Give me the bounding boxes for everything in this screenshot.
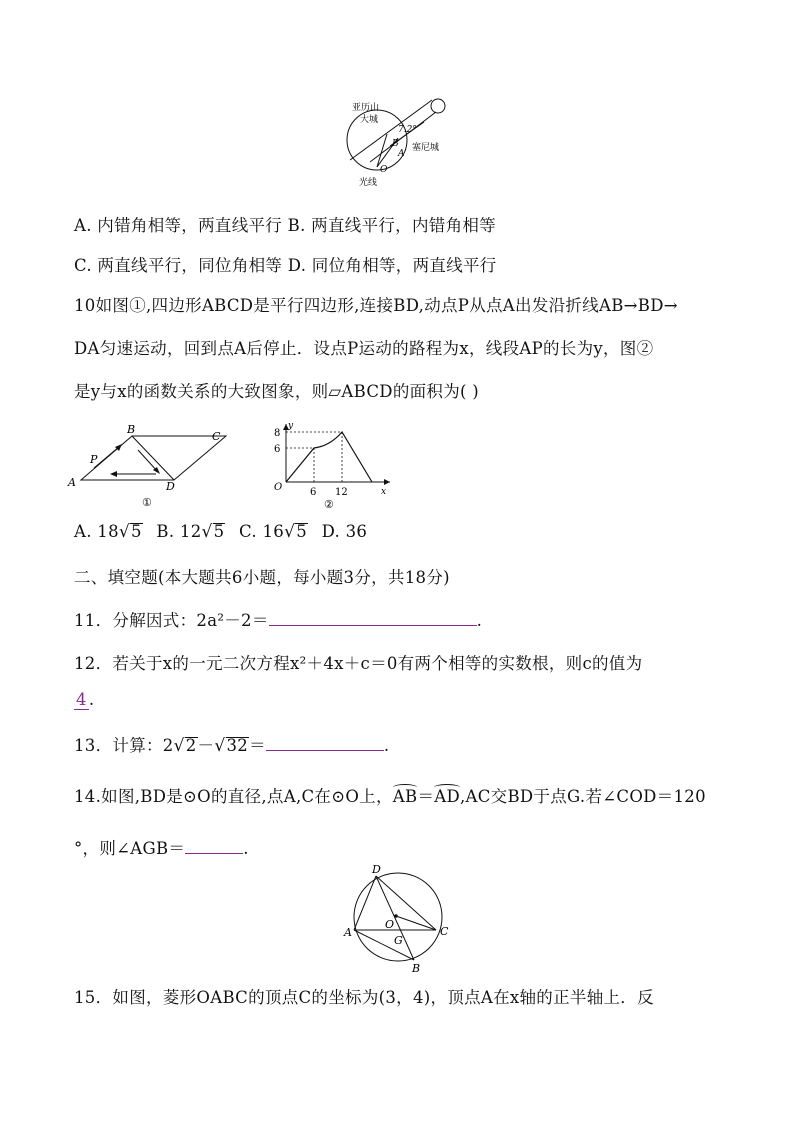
fig10b-label-y: y — [288, 421, 294, 431]
q14-line-1: 14.如图,BD是⊙O的直径,点A,C在⊙O上，AB＝AD,AC交BD于点G.若∠COD＝120 — [74, 787, 706, 806]
fig10a-label-d: D — [166, 480, 175, 493]
diagonal-bd — [132, 436, 174, 480]
q9-option-line-1: A. 内错角相等，两直线平行 B. 两直线平行，内错角相等 — [74, 216, 496, 235]
sun-circle — [431, 99, 445, 113]
q13-radicand-1: 2 — [185, 736, 197, 755]
fig10b-tick-x12: 12 — [335, 487, 348, 498]
q10-line-1: 10如图①,四边形ABCD是平行四边形,连接BD,动点P从点A出发沿折线AB→BD→ — [74, 296, 678, 315]
q11-answer-blank[interactable] — [269, 624, 477, 626]
q11: 11．分解因式：2a²－2＝ . — [74, 611, 483, 630]
diameter-bd — [376, 876, 414, 960]
fig10b-tick-x6: 6 — [310, 487, 317, 498]
fig14-label-a: A — [344, 926, 352, 939]
x-axis-arrow — [384, 479, 390, 485]
q12-line-2: 4 . — [76, 690, 95, 709]
q9-option-line-2: C. 两直线平行，同位角相等 D. 同位角相等，两直线平行 — [74, 256, 497, 275]
arrow-ab — [94, 446, 120, 468]
q10-option-b: B. 12√5 — [156, 522, 225, 542]
eratosthenes-figure — [340, 92, 460, 192]
option-b-radicand: 5 — [213, 522, 225, 541]
arc-ab: AB — [392, 787, 418, 806]
q12-answer: 4 — [76, 690, 87, 709]
function-graph-figure — [266, 420, 396, 512]
fig14-label-c: C — [440, 925, 449, 938]
fig10b-tick-8: 8 — [274, 428, 281, 439]
fig14-label-o: O — [385, 918, 395, 931]
q13-radicand-2: 32 — [226, 736, 249, 755]
parallelogram-figure — [66, 422, 236, 510]
fig9-point-b: B — [392, 139, 399, 149]
fig10a-label-c: C — [212, 430, 221, 443]
center-point — [394, 914, 398, 918]
option-a-radicand: 5 — [131, 522, 142, 541]
arrow-da-head — [110, 471, 117, 477]
fig14-label-g: G — [394, 934, 403, 947]
section-2-title: 二、填空题(本大题共6小题，每小题3分，共18分) — [74, 568, 450, 587]
fig10b-caption: ② — [324, 498, 334, 511]
fig10a-caption: ① — [142, 496, 152, 509]
fig10b-label-x: x — [381, 487, 387, 497]
q10-option-d: D. 36 — [321, 522, 368, 541]
fig9-point-a: A — [398, 149, 405, 159]
chord-ab — [354, 930, 414, 960]
fig10a-label-b: B — [127, 423, 136, 436]
chord-da — [354, 876, 376, 930]
fig9-city1-line2: 大城 — [360, 115, 379, 125]
q13-answer-blank[interactable] — [266, 749, 384, 751]
fig10a-label-p: P — [90, 453, 98, 466]
fig9-city2: 塞尼城 — [412, 143, 440, 153]
graph-curve — [286, 432, 372, 482]
fig10b-origin: O — [274, 482, 283, 493]
q10-option-c: C. 16√5 — [239, 522, 308, 542]
q14-line-2: °，则∠AGB＝ . — [74, 839, 249, 858]
q15-line-1: 15．如图，菱形OABC的顶点C的坐标为(3，4)，顶点A在x轴的正半轴上．反 — [74, 988, 654, 1007]
fig14-label-d: D — [372, 863, 381, 876]
q10-line-3: 是y与x的函数关系的大致图象，则▱ABCD的面积为( ) — [74, 382, 480, 401]
fig9-city1-line1: 亚历山 — [352, 103, 380, 113]
fig14-label-b: B — [412, 962, 421, 974]
fig10a-label-a: A — [68, 476, 76, 489]
fig9-point-o: O — [380, 165, 388, 175]
option-c-radicand: 5 — [296, 522, 308, 541]
circle-figure — [340, 862, 460, 974]
q12-line-1: 12．若关于x的一元二次方程x²＋4x＋c＝0有两个相等的实数根，则c的值为 — [74, 654, 643, 673]
q14-answer-blank[interactable] — [185, 852, 243, 854]
q10-options — [74, 522, 367, 542]
arc-ad: AD — [434, 787, 460, 806]
q10-option-a: A. 18√5 — [74, 522, 142, 542]
q13: 13．计算：2√2－√32＝ . — [74, 736, 390, 756]
fig9-light-label: 光线 — [359, 178, 378, 188]
fig9-angle-label: 7.2° — [398, 125, 417, 135]
q10-line-2: DA匀速运动，回到点A后停止．设点P运动的路程为x，线段AP的长为y，图② — [74, 339, 654, 358]
radius-oc — [396, 916, 436, 930]
fig10b-tick-6: 6 — [274, 444, 281, 455]
